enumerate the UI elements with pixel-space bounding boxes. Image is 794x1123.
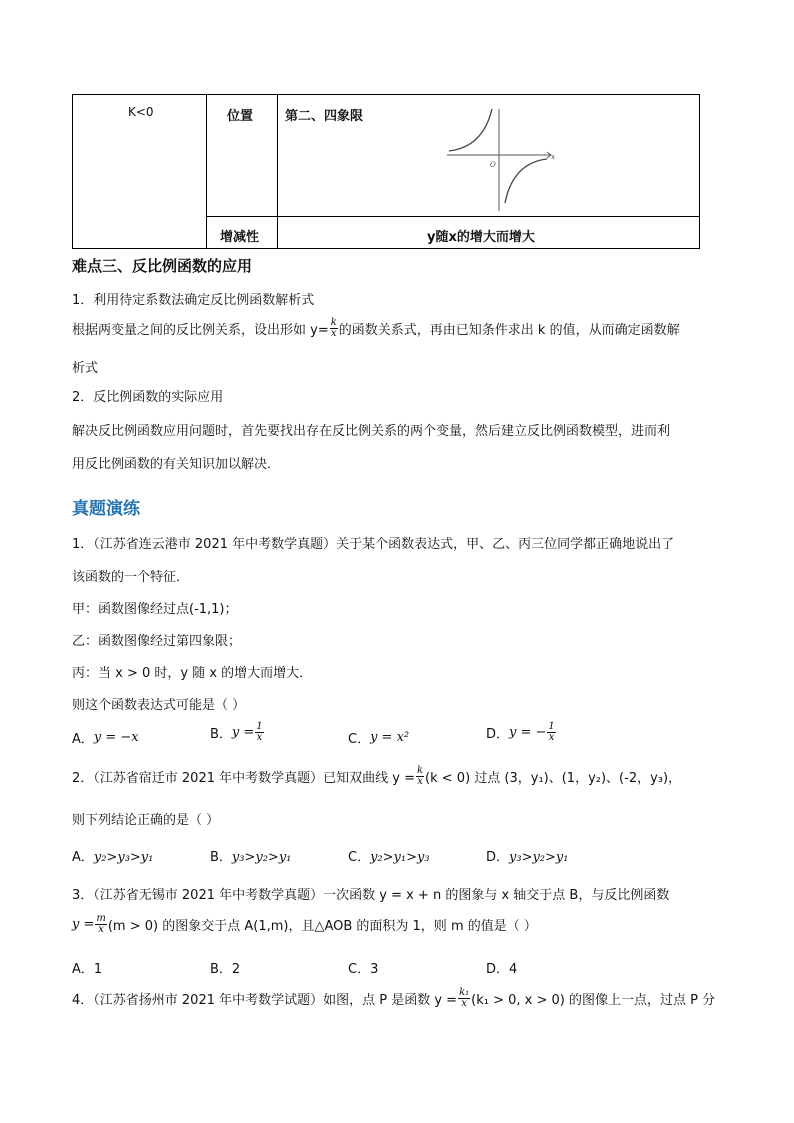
numerator: 1 [548, 721, 555, 732]
numerator: m [96, 913, 106, 924]
position-value: 第二、四象限 [285, 109, 364, 124]
paragraph: 用反比例函数的有关知识加以解决． [72, 457, 281, 472]
option-c [348, 846, 430, 865]
denominator: x [98, 924, 104, 935]
text-segment: 2．（江苏省宿迁市 2021 年中考数学真题）已知双曲线 y = [72, 771, 415, 786]
subheading: 1．利用待定系数法确定反比例函数解析式 [72, 293, 315, 308]
option-expression: y₃>y₂>y₁ [509, 850, 569, 865]
question-1-text: 1．（江苏省连云港市 2021 年中考数学真题）关于某个函数表达式，甲、乙、丙三位同学都正确地说出了 [72, 537, 675, 552]
table-divider [206, 95, 207, 248]
denominator: x [256, 732, 263, 743]
option-expression: y₃>y₂>y₁ [231, 850, 292, 865]
properties-table [72, 94, 700, 249]
subheading: 2．反比例函数的实际应用 [72, 390, 224, 405]
fraction [547, 722, 555, 743]
denominator: x [330, 328, 337, 339]
paragraph: 解决反比例函数应用问题时，首先要找出存在反比例关系的两个变量，然后建立反比例函数模型，进而利 [72, 424, 671, 439]
question-1-text: 该函数的一个特征． [72, 570, 190, 585]
numerator: 1 [256, 721, 263, 732]
text-segment: (k < 0) 过点 (3，y₁)、(1，y₂)、(-2，y₃)， [425, 771, 682, 786]
hyperbola-graph [447, 107, 557, 213]
option-b: B．2 [210, 962, 241, 977]
option-c: C．3 [348, 962, 379, 977]
option-expression: y₂>y₃>y₁ [93, 850, 154, 865]
numerator: k [330, 317, 337, 328]
text-segment: (k₁ > 0, x > 0) 的图像上一点，过点 P 分 [471, 993, 716, 1008]
statement-jia: 甲：函数图像经过点(-1,1)； [72, 602, 238, 617]
position-label: 位置 [227, 109, 254, 124]
text-segment: 4．（江苏省扬州市 2021 年中考数学试题）如图，点 P 是函数 y = [72, 993, 458, 1008]
question-4-text [72, 988, 715, 1009]
text-segment: 的函数关系式，再由已知条件求出 k 的值，从而确定函数解 [338, 323, 680, 338]
option-expression: y₂>y₁>y₃ [370, 850, 430, 865]
text-segment: y = [72, 917, 95, 932]
option-letter: A． [72, 732, 94, 747]
paragraph [72, 318, 680, 339]
denominator: x [417, 776, 423, 787]
origin-label: O [490, 161, 496, 169]
monotonicity-value: y随x的增大而增大 [427, 230, 535, 245]
fraction [255, 722, 263, 743]
denominator: x [548, 732, 555, 743]
question-prompt: 则这个函数表达式可能是（ ） [72, 698, 246, 713]
text-segment: 根据两变量之间的反比例关系，设出形如 y= [72, 323, 329, 338]
statement-bing: 丙：当 x > 0 时，y 随 x 的增大而增大． [72, 666, 313, 681]
option-letter: B． [210, 850, 232, 865]
option-expression: y = −x [93, 730, 139, 745]
text-segment: (m > 0) 的图象交于点 A(1,m)，且△AOB 的面积为 1，则 m 的值是（ ） [107, 919, 537, 934]
question-3-text: 3．（江苏省无锡市 2021 年中考数学真题）一次函数 y = x + n 的图象与 x 轴交于点 B，与反比例函数 [72, 888, 670, 903]
table-divider [277, 95, 278, 248]
paragraph: 析式 [72, 361, 99, 376]
fraction [458, 988, 470, 1009]
fraction [416, 766, 424, 787]
option-letter: A． [72, 850, 94, 865]
x-axis-label: x [551, 153, 555, 161]
section-title: 真题演练 [72, 499, 140, 519]
option-letter: C． [348, 732, 371, 747]
option-expression: y = [231, 725, 255, 740]
option-letter: D． [486, 850, 510, 865]
fraction [95, 914, 106, 935]
section-heading: 难点三、反比例函数的应用 [72, 257, 253, 275]
option-expression: y = − [509, 725, 547, 740]
option-d [486, 722, 557, 743]
option-letter: B． [210, 727, 232, 742]
question-3-text [72, 914, 537, 935]
numerator: k [416, 765, 424, 776]
option-c [348, 728, 409, 747]
option-letter: C． [348, 850, 371, 865]
option-letter: D． [486, 727, 510, 742]
option-a [72, 846, 153, 865]
option-a: A．1 [72, 962, 103, 977]
fraction [330, 318, 338, 339]
k-condition-cell: K<0 [128, 105, 154, 119]
option-b [210, 722, 265, 743]
denominator: x [461, 998, 467, 1009]
option-d [486, 846, 568, 865]
option-a [72, 728, 139, 747]
question-2-text [72, 766, 681, 787]
numerator: k₁ [459, 987, 470, 998]
option-expression: y = x² [370, 730, 410, 745]
monotonicity-label: 增减性 [220, 230, 260, 245]
table-divider [206, 216, 700, 217]
option-d: D．4 [486, 962, 518, 977]
option-b [210, 846, 291, 865]
statement-yi: 乙：函数图像经过第四象限； [72, 634, 242, 649]
question-prompt: 则下列结论正确的是（ ） [72, 813, 220, 828]
